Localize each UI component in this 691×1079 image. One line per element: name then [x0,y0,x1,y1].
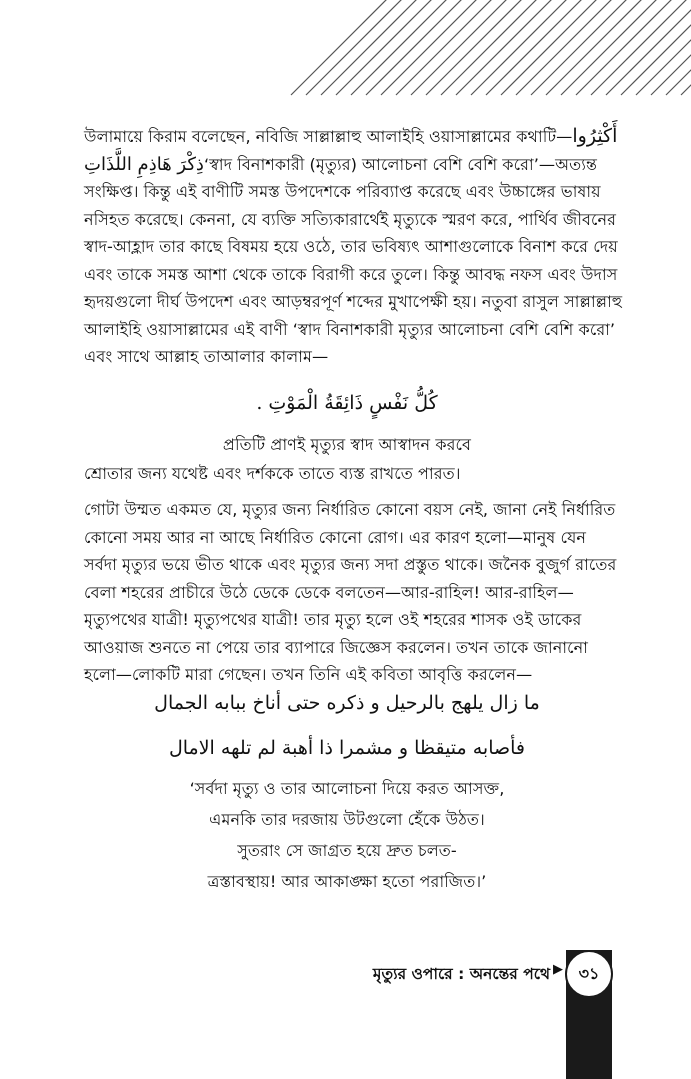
poem-bengali-line: এমনকি তার দরজায় উটগুলো হেঁকে উঠত। [209,810,485,829]
para1-line: স্বাদ-আহ্লাদ তার কাছে বিষময় হয়ে ওঠে, তার ভবিষ্যৎ আশাগুলোকে বিনাশ করে দেয় [84,237,618,256]
para3-line: সর্বদা মৃত্যুর ভয়ে ভীত থাকে এবং মৃত্যুর জন্য সদা প্রস্তুত থাকে। জনৈক বুজুর্গ রাতের [84,555,617,574]
paragraph-1-line-1 [84,123,618,151]
para1-line: সংক্ষিপ্ত। কিন্তু এই বাণীটি সমস্ত উপদেশকে পরিব্যাপ্ত করেছে এবং উচ্চাঙ্গের ভাষায় [84,182,601,201]
poem-bengali-line: ‘সর্বদা মৃত্যু ও তার আলোচনা দিয়ে করত আসক্ত, [189,779,505,798]
para1-line: নসিহত করেছে। কেননা, যে ব্যক্তি সত্যিকারার্থেই মৃত্যুকে স্মরণ করে, পার্থিব জীবনের [84,209,617,229]
para2-line: শ্রোতার জন্য যথেষ্ট এবং দর্শককে তাতে ব্যস্ত রাখতে পারত। [84,464,461,483]
paragraph-3 [84,496,617,689]
para1-line1-arabic: أَكْثِرُوا [572,125,618,147]
para1-line: এবং তাকে সমস্ত আশা থেকে তাকে বিরাগী করে তুলে। কিন্তু আবদ্ধ নফস এবং উদাস [84,264,618,284]
para3-line: কোনো সময় আর না আছে নির্ধারিত কোনো রোগ। এর কারণ হলো—মানুষ যেন [84,527,587,547]
paragraph-1-line-2 [84,151,610,179]
quran-verse-translation: প্রতিটি প্রাণই মৃত্যুর স্বাদ আস্বাদন করবে [222,435,472,454]
poem-bengali-line: ত্রস্তাবস্থায়! আর আকাঙ্ক্ষা হতো পরাজিত।’ [207,872,487,891]
paragraph-1 [84,123,623,371]
poem-arabic-line: فأصابه متيقظا و مشمرا ذا أهبة لم تلهه الامال [168,737,526,759]
para1-line: আলাইহি ওয়াসাল্লামের এই বাণী ‘স্বাদ বিনাশকারী মৃত্যুর আলোচনা বেশি বেশি করো’ [84,319,616,339]
para3-line: হলো—লোকটি মারা গেছেন। তখন তিনি এই কবিতা আবৃত্তি করলেন— [84,665,533,684]
quran-verse-arabic: كُلُّ نَفْسٍ ذَائِقَةُ الْمَوْتِ . [256,392,438,414]
footer-arrow-icon: ▶ [553,962,563,977]
poem-arabic-line: ما زال يلهج بالرحيل و ذكره حتى أناخ ببابه الجمال [154,692,540,714]
para1-line2-arabic: ذِكْرَ هَاذِمِ اللَّذَاتِ [84,153,204,175]
page-number: ৩১ [565,950,613,998]
poem-bengali-line: সুতরাং সে জাগ্রত হয়ে দ্রুত চলত- [237,841,457,860]
para3-line: আওয়াজ শুনতে না পেয়ে তার ব্যাপারে জিজ্ঞেস করলেন। তখন তাকে জানানো [84,637,588,657]
para3-line: গোটা উম্মত একমত যে, মৃত্যুর জন্য নির্ধারিত কোনো বয়স নেই, জানা নেই নির্ধারিত [84,500,616,519]
para1-line: এবং সাথে আল্লাহ তাআলার কালাম— [84,347,329,366]
para3-line: মৃত্যুপথের যাত্রী! মৃত্যুপথের যাত্রী! তার মৃত্যু হলে ওই শহরের শাসক ওই ডাকের [84,610,582,629]
running-footer-title: মৃত্যুর ওপারে : অনন্তের পথে [372,965,550,983]
para1-line1-text: উলামায়ে কিরাম বলেছেন, নবিজি সাল্লাল্লাহু আলাইহি ওয়াসাল্লামের কথাটি— [84,127,573,146]
para1-line2-text: ‘স্বাদ বিনাশকারী (মৃত্যুর) আলোচনা বেশি বেশি করো’—অত্যন্ত [203,154,598,174]
hatch-decoration [391,0,691,95]
paragraph-2 [84,460,610,488]
para3-line: বেলা শহরের প্রাচীরে উঠে ডেকে ডেকে বলতেন—আর-রাহিল! আর-রাহিল— [84,582,574,602]
para1-line: হৃদয়গুলো দীর্ঘ উপদেশ এবং আড়ম্বরপূর্ণ শব্দের মুখাপেক্ষী হয়। নতুবা রাসুল সাল্লাল্লাহু [84,292,623,311]
